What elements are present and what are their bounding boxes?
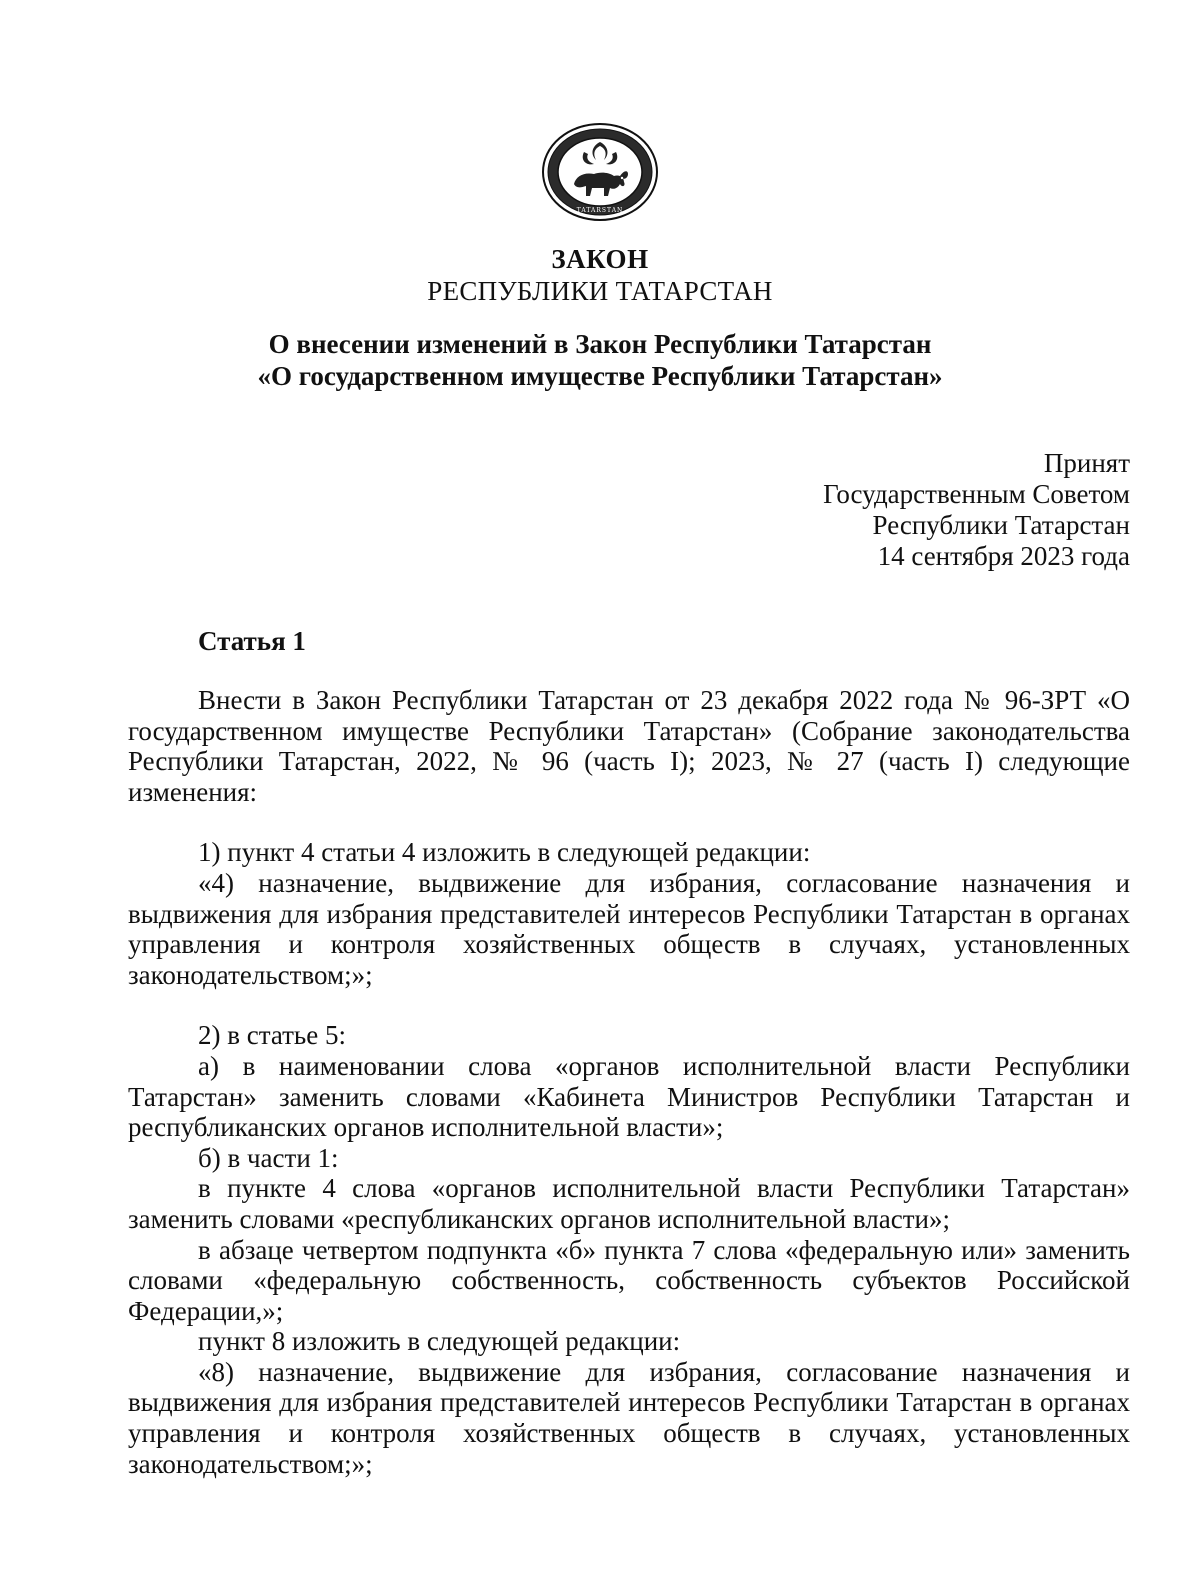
paragraph: 2) в статье 5: [198,1020,346,1051]
document-title [0,328,1200,392]
adoption-block [823,448,1130,572]
paragraph: б) в части 1: [198,1142,339,1173]
paragraph: «4) назначение, выдвижение для избрания, согласование назначения и выдвижения для избрания представителей интересов Республики Татарстан в органах управления и контроля хозяйственных обществ в случаях, установленных законодательством;»; [128,867,1130,990]
adoption-line-1: Принят [1043,448,1130,478]
adoption-date: 14 сентября 2023 года [877,541,1130,571]
paragraph: «8) назначение, выдвижение для избрания, согласование назначения и выдвижения для избрания представителей интересов Республики Татарстан в органах управления и контроля хозяйственных обществ в случаях, установленных законодательством;»; [128,1356,1130,1479]
article-title: Статья 1 [198,626,306,656]
paragraph: а) в наименовании слова «органов исполнительной власти Республики Татарстан» заменить словами «Кабинета Министров Республики Татарстан и республиканских органов исполнительной власти»; [128,1050,1130,1143]
tatarstan-coat-of-arms-icon [540,122,660,222]
paragraph: в пункте 4 слова «органов исполнительной власти Республики Татарстан» заменить словами «республиканских органов исполнительной власти»; [128,1173,1130,1234]
title-line-1: О внесении изменений в Закон Республики Татарстан [268,329,932,359]
paragraph: Внести в Закон Республики Татарстан от 23 декабря 2022 года № 96-ЗРТ «О государственном имуществе Республики Татарстан» (Собрание законодательства Республики Татарстан, 2022, № 96 (часть I); 2023, № 27 (часть I) следующие изменения: [128,685,1130,807]
title-line-2: «О государственном имуществе Республики Татарстан» [257,361,943,391]
paragraph: пункт 8 изложить в следующей редакции: [198,1326,681,1357]
adoption-line-2: Государственным Советом [823,479,1130,509]
issuer-heading: РЕСПУБЛИКИ ТАТАРСТАН [427,276,773,306]
article-body [128,685,1130,1479]
paragraph: 1) пункт 4 статьи 4 изложить в следующей редакции: [198,837,811,868]
emblem-inscription: TATARSTAN [576,207,624,214]
paragraph: в абзаце четвертом подпункта «б» пункта 7 слова «федеральную или» заменить словами «федеральную собственность, собственность субъектов Российской Федерации,»; [128,1234,1130,1326]
document-type-heading: ЗАКОН [551,244,649,274]
adoption-line-3: Республики Татарстан [872,510,1130,540]
